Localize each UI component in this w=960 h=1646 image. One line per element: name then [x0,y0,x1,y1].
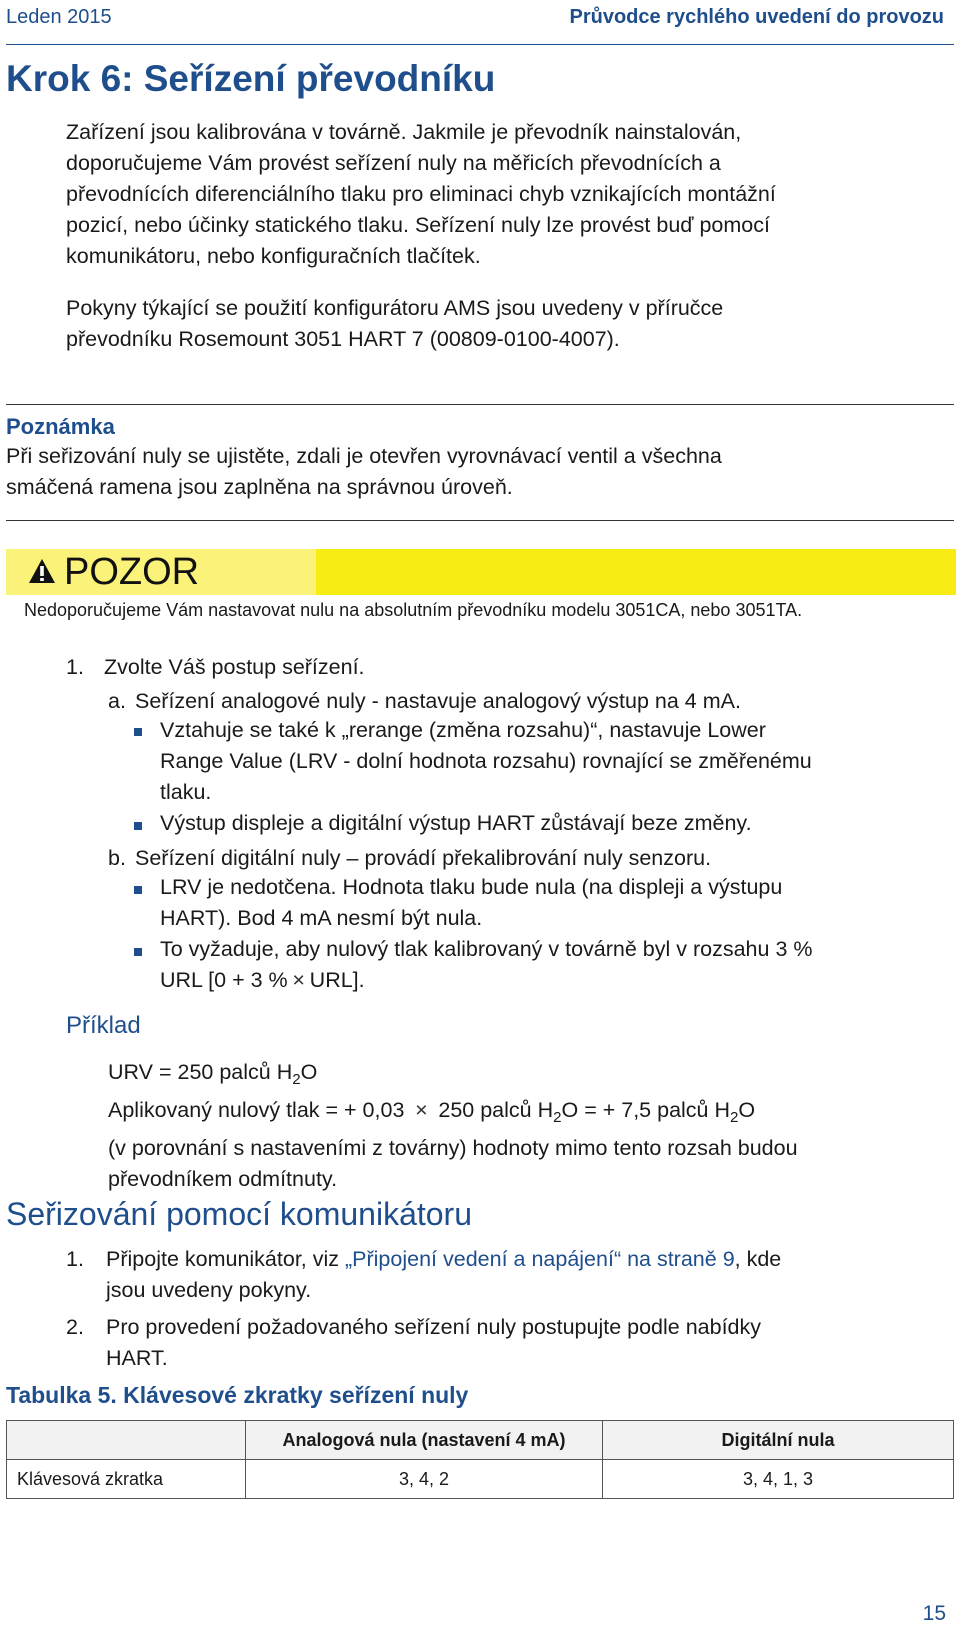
intro-line: převodnících diferenciálního tlaku pro eliminaci chyb vznikajících montážní [66,182,776,206]
section-heading: Seřizování pomocí komunikátoru [6,1196,472,1232]
connection-link[interactable]: „Připojení vedení a napájení“ na straně 9 [345,1247,735,1271]
note-line: Při seřizování nuly se ujistěte, zdali je otevřen vyrovnávací ventil a všechna [6,444,722,468]
ams-line: převodníku Rosemount 3051 HART 7 (00809-0100-4007). [66,327,620,351]
bullet-icon [134,822,142,830]
table-header-cell: Analogová nula (nastavení 4 mA) [246,1421,603,1460]
intro-line: komunikátoru, nebo konfiguračních tlačítek. [66,244,481,268]
substep-a-text: Seřízení analogové nuly - nastavuje analogový výstup na 4 mA. [135,689,741,713]
bullet-line: tlaku. [160,780,212,804]
intro-line: pozicí, nebo účinky statického tlaku. Seřízení nuly lze provést buď pomocí [66,213,770,237]
bullet-line: Vztahuje se také k „rerange (změna rozsahu)“, nastavuje Lower [160,718,766,742]
header-rule [6,44,954,45]
example-urv-line: URV = 250 palců $H_2O$ [108,1060,318,1088]
table-header-row [7,1421,954,1460]
caution-text: Nedoporučujeme Vám nastavovat nulu na absolutním převodníku modelu 3051CA, nebo 3051TA. [24,600,803,620]
bullet-icon [134,728,142,736]
page-number: 15 [922,1602,946,1625]
example-block [108,1057,948,1195]
caution-banner [6,549,956,595]
substep-b-label: b. [108,846,126,870]
intro-line: Zařízení jsou kalibrována v továrně. Jakmile je převodník nainstalován, [66,120,742,144]
table-header-cell: Digitální nula [603,1421,954,1460]
formula-part: URL [0 + 3 % [160,968,288,992]
substep-a-bullet-1 [160,715,940,808]
bullet-line [160,965,940,996]
table-cell: 3, 4, 1, 3 [603,1460,954,1499]
table-header-cell [7,1421,246,1460]
table-row [7,1460,954,1499]
bullet-icon [134,886,142,894]
substep-a-bullet-2: Výstup displeje a digitální výstup HART zůstávají beze změny. [160,811,752,835]
substep-a-label: a. [108,689,126,713]
bullet-line: Range Value (LRV - dolní hodnota rozsahu) rovnající se změřenému [160,749,812,773]
multiply-icon: × [292,968,305,992]
note-title: Poznámka [6,414,115,439]
instruction-1-line: Připojte komunikátor, viz „Připojení vedení a napájení“ na straně 9, kde [106,1247,782,1271]
example-title: Příklad [66,1012,141,1039]
warning-icon [28,557,56,585]
bullet-line: HART). Bod 4 mA nesmí být nula. [160,906,483,930]
bullet-line: To vyžaduje, aby nulový tlak kalibrovaný v továrně byl v rozsahu 3 % [160,937,813,961]
note-bottom-rule [6,520,954,521]
instruction-1-number: 1. [66,1247,84,1271]
ams-paragraph [66,293,946,355]
multiply-icon: × [415,1098,428,1122]
instruction-2-line: HART. [106,1346,168,1370]
example-line: (v porovnání s nastaveními z továrny) hodnoty mimo tento rozsah budou [108,1136,798,1160]
formula-part: URL]. [309,968,365,992]
intro-paragraph [66,117,946,272]
intro-line: doporučujeme Vám provést seřízení nuly na měřicích převodnících a [66,151,721,175]
table-cell: 3, 4, 2 [246,1460,603,1499]
table-caption: Tabulka 5. Klávesové zkratky seřízení nuly [6,1382,469,1408]
substep-b-text: Seřízení digitální nuly – provádí překalibrování nuly senzoru. [135,846,712,870]
bullet-icon [134,948,142,956]
substep-b-bullet-1 [160,872,940,934]
table-cell: Klávesová zkratka [7,1460,246,1499]
header-date: Leden 2015 [6,6,112,28]
substep-b-bullet-2 [160,934,940,996]
instruction-2 [106,1312,946,1374]
instruction-2-line: Pro provedení požadovaného seřízení nuly postupujte podle nabídky [106,1315,762,1339]
step-1-number: 1. [66,655,84,679]
note-line: smáčená ramena jsou zaplněna na správnou úroveň. [6,475,513,499]
shortcut-table [6,1420,954,1499]
caution-title: POZOR [64,551,200,593]
instruction-1-line: jsou uvedeny pokyny. [106,1278,312,1302]
note-text [6,441,936,503]
step-1-text: Zvolte Váš postup seřízení. [104,655,365,679]
example-line: převodníkem odmítnuty. [108,1167,338,1191]
bullet-line: LRV je nedotčena. Hodnota tlaku bude nula (na displeji a výstupu [160,875,783,899]
page-title: Krok 6: Seřízení převodníku [6,58,496,99]
header-title: Průvodce rychlého uvedení do provozu [569,6,944,28]
instruction-2-number: 2. [66,1315,84,1339]
example-applied-line: Aplikovaný nulový tlak = + 0,03 × 250 palců $H_2O$ = + 7,5 palců $H_2O$ [108,1095,948,1133]
instruction-1 [106,1244,946,1306]
ams-line: Pokyny týkající se použití konfigurátoru AMS jsou uvedeny v příručce [66,296,724,320]
note-top-rule [6,404,954,405]
